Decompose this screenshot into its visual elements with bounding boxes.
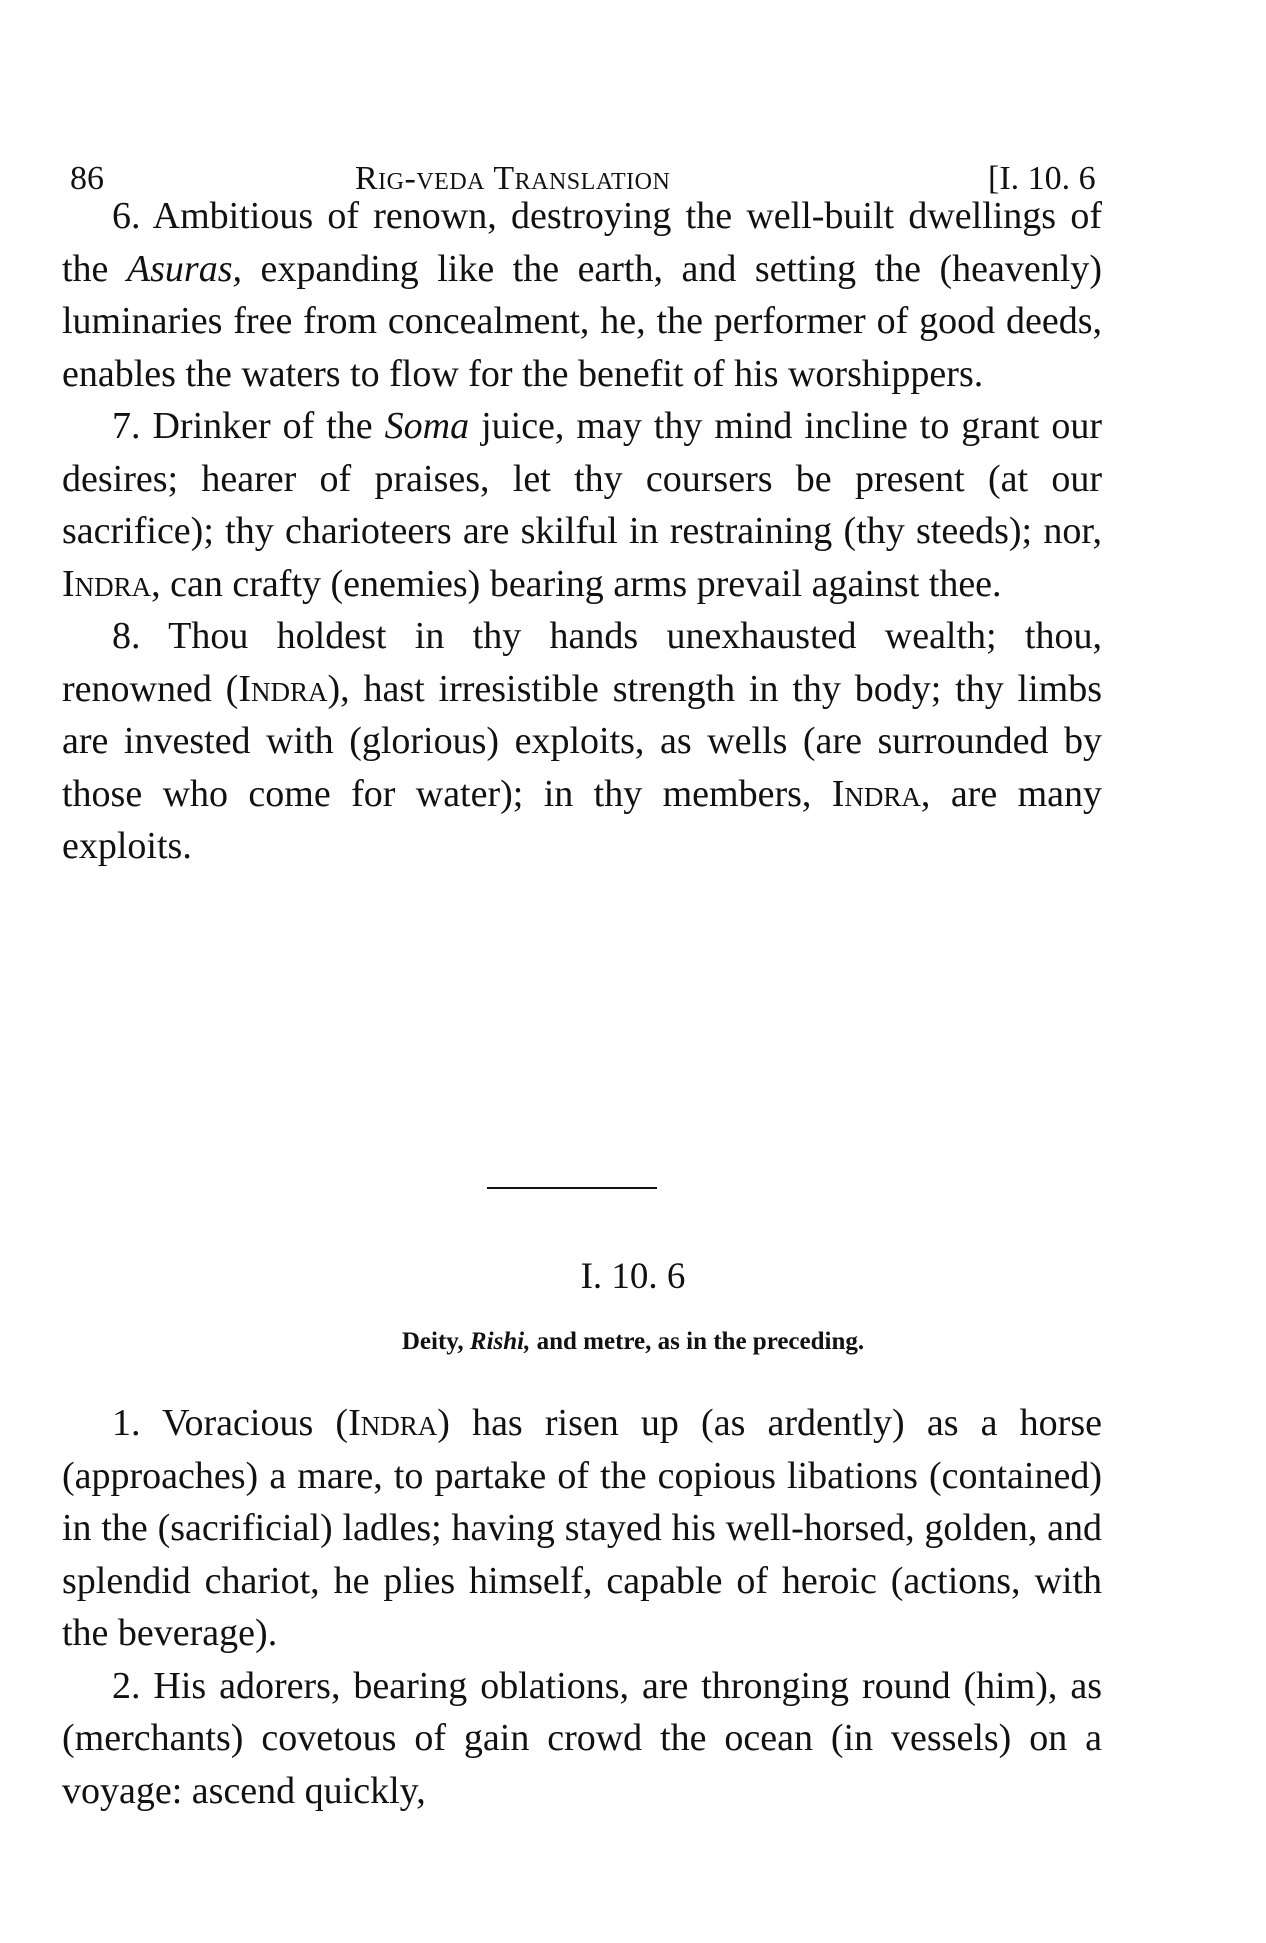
hymn-number: I. 10. 6 [580, 1256, 686, 1297]
verse-number: 7. [112, 405, 141, 447]
verse-text: can crafty (enemies) bearing arms prevail against thee. [160, 562, 1002, 605]
verse-paragraph [62, 1660, 1102, 1818]
verse-text-italic: Soma [384, 405, 470, 447]
verse-number: 8. [112, 615, 141, 657]
verse-number: 1. [112, 1402, 141, 1444]
verse-text: ) has risen up (as ardently) as a horse (approaches) a mare, to partake of the copious libations (contained) in the (sacrificial) ladles; having stayed his well-horsed, golden, and splendid chariot, he plies himself, capable of heroic (actions, with the beverage). [62, 1402, 1102, 1654]
verse-text: juice, may thy mind incline to grant our desires; hearer of praises, let thy coursers be present (at our sacrifice); thy charioteers are skilful in restraining (thy steeds); nor, [62, 405, 1103, 552]
section-reference: [I. 10. 6 [988, 160, 1096, 197]
page-number: 86 [70, 160, 104, 197]
verse-text: Thou holdest in thy hands unexhausted wealth; thou, renowned ( [62, 615, 1102, 710]
verses-bottom [62, 1397, 1102, 1817]
verse-paragraph [62, 1397, 1102, 1660]
verse-number: 2. [112, 1664, 141, 1707]
verse-text: Voracious ( [161, 1402, 349, 1444]
deity-note [0, 1328, 1266, 1356]
verse-paragraph [62, 610, 1102, 873]
verses-top [62, 190, 1102, 873]
deity-note-text: Deity, [401, 1328, 470, 1355]
section-divider [487, 1187, 657, 1189]
verse-paragraph [62, 190, 1102, 400]
running-title: Rig-veda Translation [355, 160, 671, 197]
verse-text: expanding like the earth, and setting the (heavenly) luminaries free from concealment, he, the performer of good deeds, enables the waters to flow for the benefit of his worshippers. [62, 247, 1102, 395]
verse-name-smallcaps: Indra, [831, 772, 931, 815]
verse-text: Ambitious of renown, destroying the well-built dwellings of the [62, 195, 1102, 290]
verse-paragraph [62, 400, 1102, 610]
deity-note-rishi: Rishi, [469, 1328, 531, 1355]
verse-number: 6. [112, 195, 141, 237]
verse-text-italic: Asuras, [126, 247, 242, 290]
verse-text: His adorers, bearing oblations, are thronging round (him), as (merchants) covetous of gain crowd the ocean (in vessels) on a voyage: ascend quickly, [62, 1664, 1103, 1812]
verse-text: are many exploits. [62, 772, 1102, 867]
verse-name-smallcaps: Indra [238, 667, 328, 710]
verse-text: ), hast irresistible strength in thy body; thy limbs are invested with (glorious) exploits, as wells (are surrounded by those who come for water); in thy members, [62, 667, 1102, 815]
verse-text: Drinker of the [152, 405, 385, 447]
verse-name-smallcaps: Indra [348, 1402, 438, 1444]
deity-note-text: and metre, as in the preceding. [530, 1328, 865, 1355]
verse-name-smallcaps: Indra, [62, 562, 161, 605]
